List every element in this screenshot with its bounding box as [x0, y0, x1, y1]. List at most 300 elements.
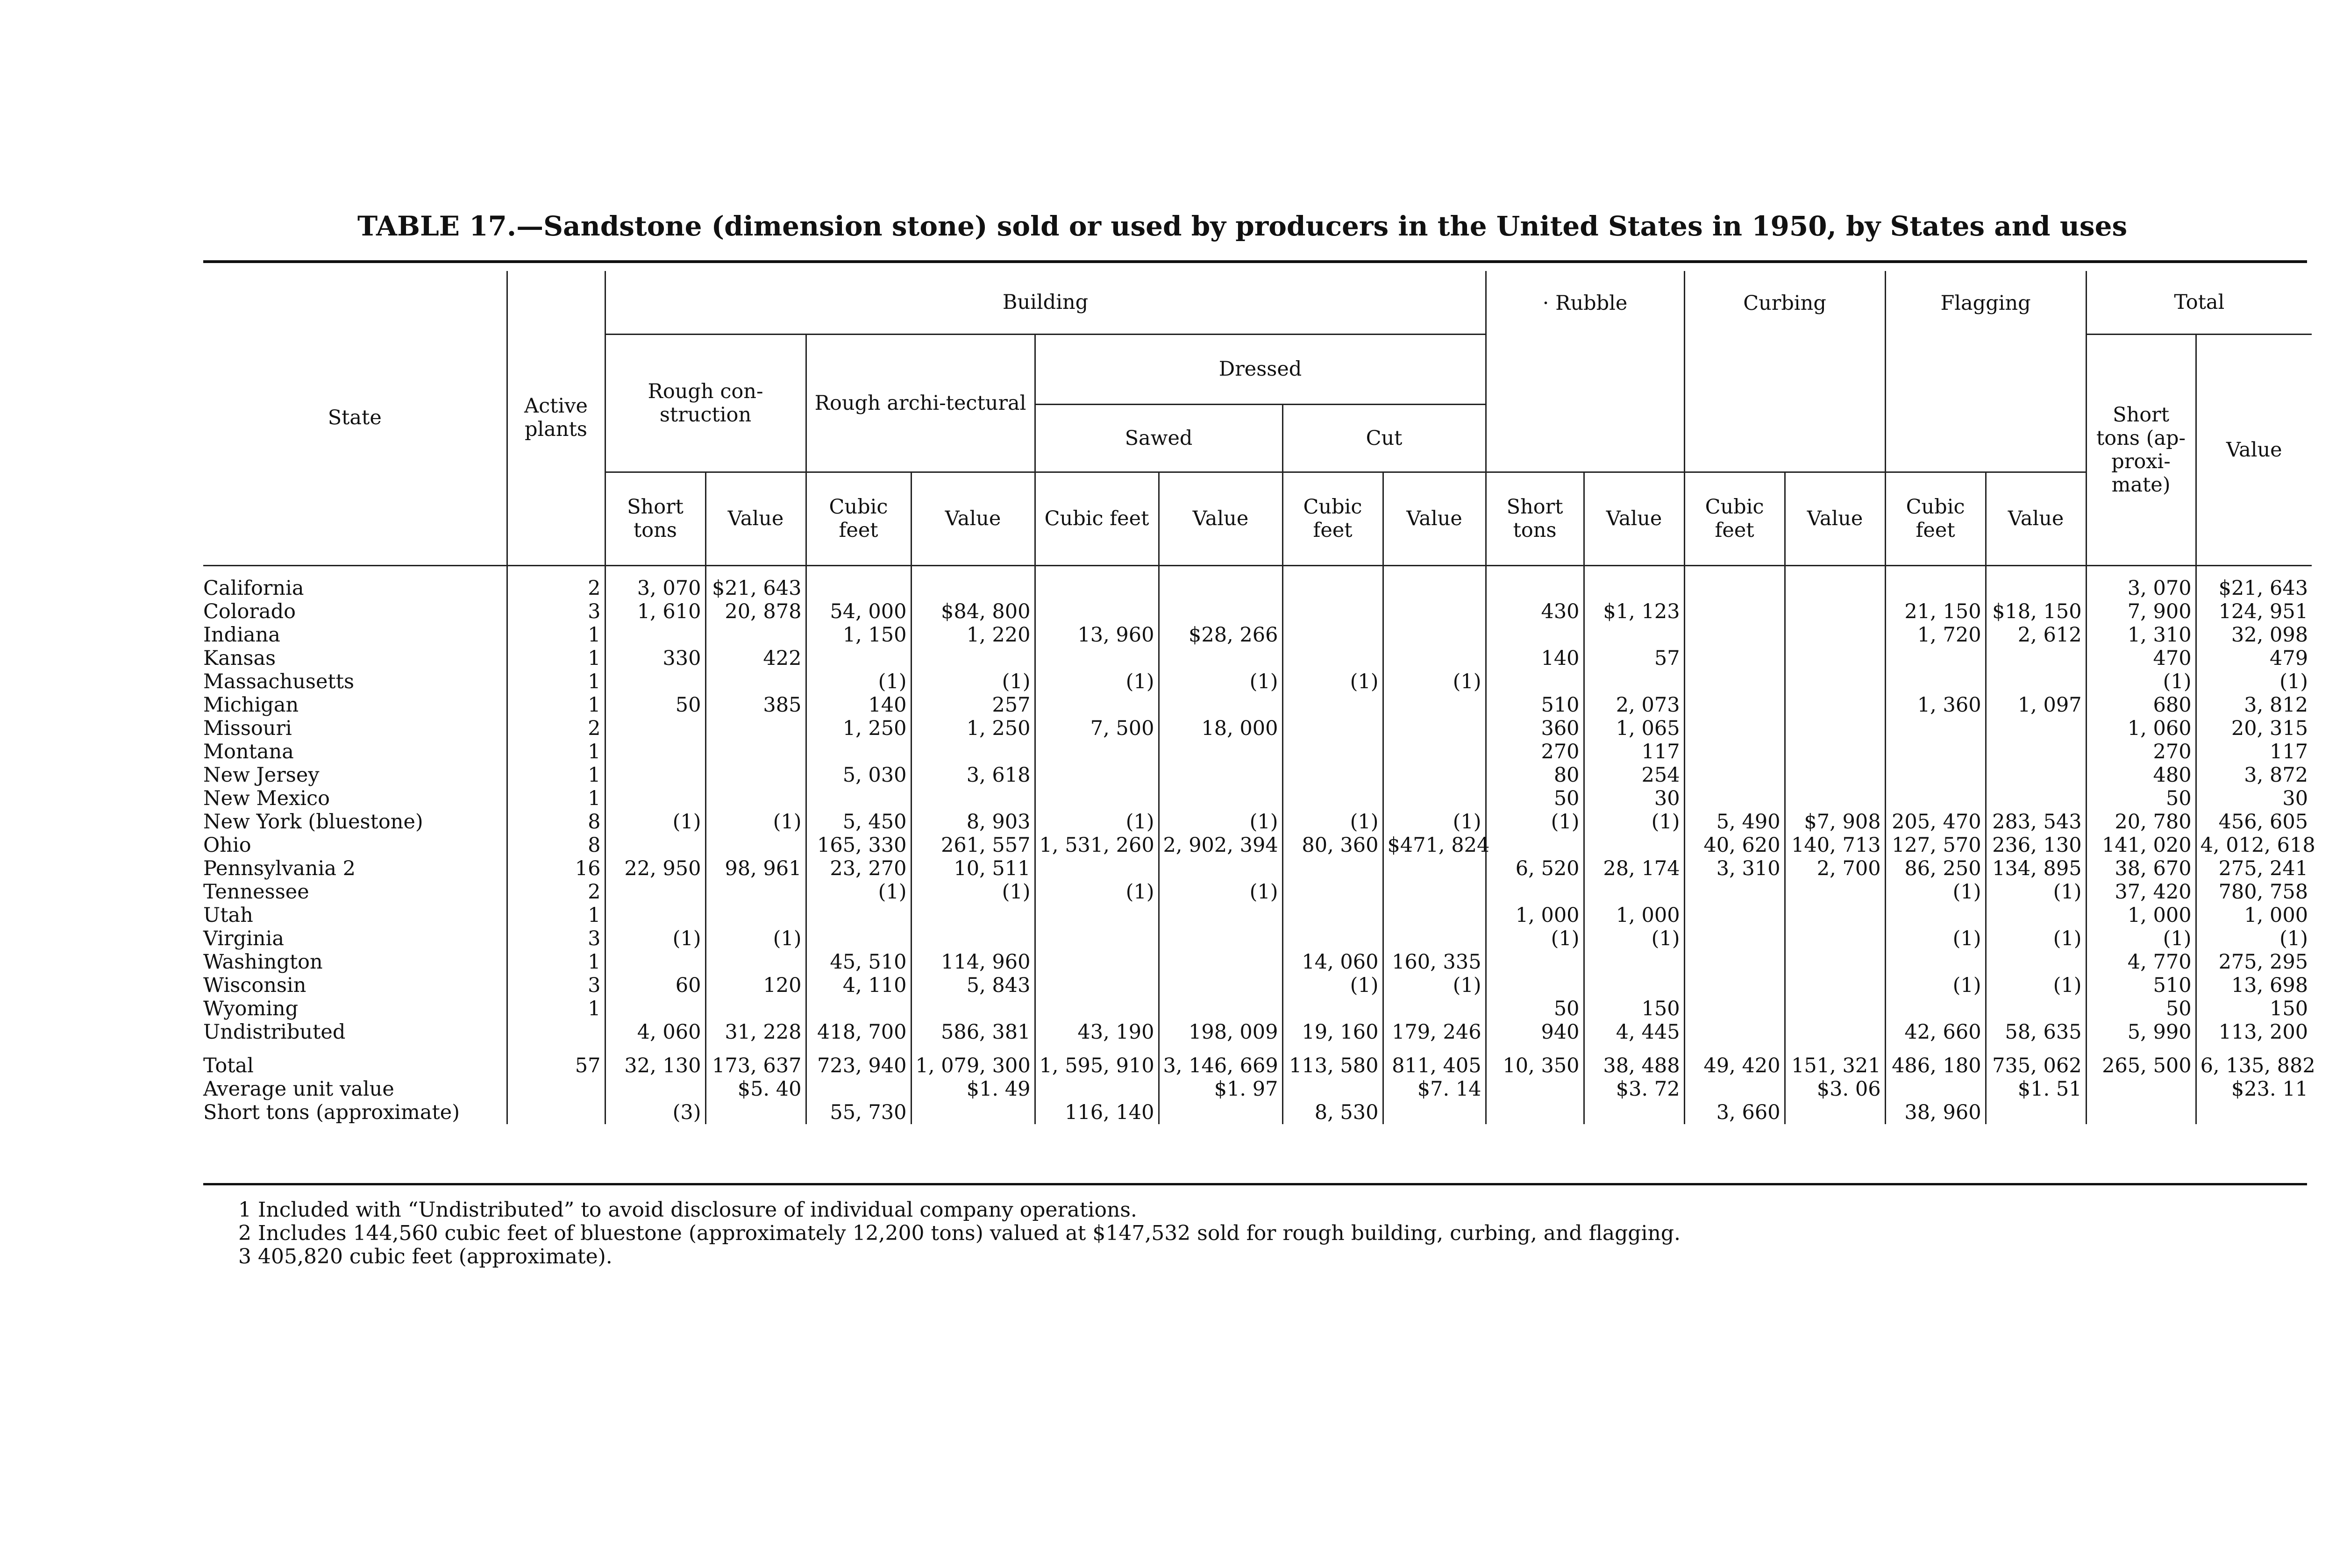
table-cell	[1684, 577, 1785, 600]
table-cell	[1383, 787, 1486, 810]
table-cell: 2	[507, 577, 605, 600]
table-cell: 10, 511	[911, 857, 1035, 880]
table-cell: (1)	[1584, 927, 1684, 950]
table-cell: 254	[1584, 763, 1684, 787]
table-cell	[1885, 670, 1986, 693]
table-cell	[1584, 1101, 1684, 1124]
table-cell	[1282, 647, 1383, 670]
table-cell	[605, 717, 705, 740]
table-cell	[507, 1020, 605, 1044]
table-cell	[1383, 647, 1486, 670]
table-cell: 165, 330	[806, 834, 911, 857]
table-cell	[1159, 927, 1282, 950]
row-label: Indiana	[203, 623, 280, 647]
table-cell	[1035, 1077, 1159, 1101]
table-cell	[1684, 717, 1785, 740]
row-label: Washington	[203, 950, 323, 974]
table-cell: 1, 531, 260	[1035, 834, 1159, 857]
table-cell	[1885, 717, 1986, 740]
table-cell: $21, 643	[705, 577, 806, 600]
table-cell	[605, 787, 705, 810]
table-cell	[1383, 1101, 1486, 1124]
table-cell	[806, 997, 911, 1020]
table-cell	[605, 1077, 705, 1101]
row-label: Colorado	[203, 599, 296, 623]
table-cell	[1035, 647, 1159, 670]
table-cell: $1. 49	[911, 1077, 1035, 1101]
table-cell	[705, 834, 806, 857]
table-cell	[911, 647, 1035, 670]
table-cell: (1)	[1584, 810, 1684, 834]
table-cell: 45, 510	[806, 950, 911, 974]
table-cell: 680	[2086, 693, 2196, 717]
table-cell	[705, 763, 806, 787]
table-cell: 5, 990	[2086, 1020, 2196, 1044]
footnote: 3 405,820 cubic feet (approximate).	[238, 1245, 612, 1269]
table-cell	[705, 1101, 806, 1124]
table-cell	[705, 997, 806, 1020]
table-cell	[1785, 577, 1885, 600]
table-cell: 1	[507, 904, 605, 927]
table-cell	[1383, 740, 1486, 763]
table-cell: 1, 000	[2196, 904, 2312, 927]
row-label: Missouri	[203, 716, 292, 740]
table-cell: 1, 060	[2086, 717, 2196, 740]
table-cell: (1)	[1282, 810, 1383, 834]
table-row	[203, 997, 2312, 1020]
table-cell: 141, 020	[2086, 834, 2196, 857]
table-cell: 2, 612	[1986, 623, 2086, 647]
table-cell	[1282, 927, 1383, 950]
table-cell: 140	[1486, 647, 1584, 670]
table-cell	[1885, 1077, 1986, 1101]
table-cell	[1159, 740, 1282, 763]
table-cell: 5, 030	[806, 763, 911, 787]
table-cell	[1159, 647, 1282, 670]
table-cell: 120	[705, 974, 806, 997]
table-cell: $21, 643	[2196, 577, 2312, 600]
table-cell	[1383, 880, 1486, 904]
bottom-rule	[203, 1183, 2307, 1185]
table-cell	[1282, 763, 1383, 787]
table-cell	[1486, 1101, 1584, 1124]
table-cell: 6, 520	[1486, 857, 1584, 880]
table-cell: 50	[605, 693, 705, 717]
table-cell: 2, 073	[1584, 693, 1684, 717]
header-cubic-feet: Cubic feet	[1684, 472, 1785, 565]
table-cell: 50	[1486, 787, 1584, 810]
table-cell	[1986, 670, 2086, 693]
row-label: Wyoming	[203, 997, 299, 1020]
table-row	[203, 787, 2312, 810]
table-cell: $7, 908	[1785, 810, 1885, 834]
header-flagging: Flagging	[1885, 271, 2086, 472]
table-cell: 470	[2086, 647, 2196, 670]
table-cell: 86, 250	[1885, 857, 1986, 880]
table-cell	[705, 787, 806, 810]
table-cell	[1684, 950, 1785, 974]
table-cell: 4, 770	[2086, 950, 2196, 974]
table-cell	[705, 717, 806, 740]
table-cell	[1159, 787, 1282, 810]
table-cell	[1035, 693, 1159, 717]
table-cell: 1, 250	[911, 717, 1035, 740]
table-cell: 1	[507, 647, 605, 670]
table-cell	[1035, 740, 1159, 763]
table-cell	[705, 950, 806, 974]
row-label: Undistributed	[203, 1020, 346, 1044]
header-rough-architectural: Rough archi-tectural	[806, 334, 1035, 472]
table-cell: 160, 335	[1383, 950, 1486, 974]
table-cell: (1)	[1486, 810, 1584, 834]
table-cell: 150	[2196, 997, 2312, 1020]
table-cell: (1)	[2086, 927, 2196, 950]
row-label: Ohio	[203, 833, 251, 857]
table-cell: 38, 960	[1885, 1101, 1986, 1124]
table-cell	[911, 787, 1035, 810]
table-cell	[1383, 717, 1486, 740]
row-label: Montana	[203, 740, 294, 763]
table-cell: 479	[2196, 647, 2312, 670]
table-cell	[1684, 880, 1785, 904]
table-cell: (1)	[1383, 974, 1486, 997]
table-cell	[1684, 740, 1785, 763]
table-cell	[1785, 1101, 1885, 1124]
table-cell: 50	[2086, 787, 2196, 810]
table-cell: 50	[2086, 997, 2196, 1020]
row-label: Massachusetts	[203, 670, 355, 693]
table-cell	[806, 787, 911, 810]
table-cell: 8	[507, 834, 605, 857]
table-cell	[1035, 904, 1159, 927]
table-cell	[1486, 1077, 1584, 1101]
row-label: Pennsylvania 2	[203, 856, 356, 880]
table-cell: $7. 14	[1383, 1077, 1486, 1101]
table-cell: 1, 360	[1885, 693, 1986, 717]
table-cell	[1584, 577, 1684, 600]
table-cell	[1282, 787, 1383, 810]
table-cell: 486, 180	[1885, 1054, 1986, 1077]
table-row	[203, 623, 2312, 647]
table-cell: 780, 758	[2196, 880, 2312, 904]
table-cell	[1885, 647, 1986, 670]
table-cell: $1. 97	[1159, 1077, 1282, 1101]
table-cell: 422	[705, 647, 806, 670]
header-value: Value	[1383, 472, 1486, 565]
table-cell	[1684, 623, 1785, 647]
table-cell	[1986, 950, 2086, 974]
table-cell: $18, 150	[1986, 600, 2086, 623]
table-cell	[1282, 880, 1383, 904]
footnotes	[238, 1198, 1681, 1269]
header-cubic-feet: Cubic feet	[1282, 472, 1383, 565]
table-cell	[605, 950, 705, 974]
table-cell: 1	[507, 997, 605, 1020]
table-cell: 55, 730	[806, 1101, 911, 1124]
row-label: Utah	[203, 903, 253, 927]
table-cell: 8, 903	[911, 810, 1035, 834]
table-cell	[1885, 787, 1986, 810]
table-cell	[1035, 600, 1159, 623]
table-cell: 1, 310	[2086, 623, 2196, 647]
table-cell	[806, 904, 911, 927]
table-cell	[911, 740, 1035, 763]
table-cell	[1684, 600, 1785, 623]
table-cell	[1785, 787, 1885, 810]
table-cell	[1885, 997, 1986, 1020]
table-cell: 49, 420	[1684, 1054, 1785, 1077]
table-cell	[605, 623, 705, 647]
table-cell: (1)	[1035, 880, 1159, 904]
table-cell	[2086, 1077, 2196, 1101]
table-cell: 1, 000	[1486, 904, 1584, 927]
table-cell: 173, 637	[705, 1054, 806, 1077]
table-cell	[605, 904, 705, 927]
table-cell: 198, 009	[1159, 1020, 1282, 1044]
table-cell: (3)	[605, 1101, 705, 1124]
header-value: Value	[1584, 472, 1684, 565]
table-cell: (1)	[806, 670, 911, 693]
table-cell: 57	[507, 1054, 605, 1077]
table-cell	[1785, 997, 1885, 1020]
table-cell	[605, 997, 705, 1020]
table-cell: 8	[507, 810, 605, 834]
table-cell: 2, 902, 394	[1159, 834, 1282, 857]
table-cell	[1159, 577, 1282, 600]
table-cell	[1159, 950, 1282, 974]
table-cell: (1)	[605, 927, 705, 950]
table-row	[203, 577, 2312, 600]
table-cell: 37, 420	[2086, 880, 2196, 904]
table-cell	[1785, 880, 1885, 904]
table-cell	[1486, 880, 1584, 904]
table-cell	[1486, 623, 1584, 647]
table-cell	[1584, 834, 1684, 857]
table-cell: 1	[507, 950, 605, 974]
table-cell	[2086, 1101, 2196, 1124]
table-cell	[1684, 1077, 1785, 1101]
table-cell: 80	[1486, 763, 1584, 787]
table-cell	[806, 740, 911, 763]
table-cell: (1)	[911, 670, 1035, 693]
table-row	[203, 740, 2312, 763]
row-label: Total	[203, 1054, 254, 1077]
table-cell: 1	[507, 623, 605, 647]
table-cell: 275, 241	[2196, 857, 2312, 880]
table-cell	[1383, 693, 1486, 717]
table-cell: 98, 961	[705, 857, 806, 880]
table-cell: $3. 72	[1584, 1077, 1684, 1101]
table-cell	[1885, 950, 1986, 974]
header-state: State	[203, 271, 507, 565]
table-cell: 723, 940	[806, 1054, 911, 1077]
table-cell: (1)	[705, 810, 806, 834]
table-cell	[1282, 740, 1383, 763]
table-cell	[1885, 740, 1986, 763]
table-row	[203, 1020, 2312, 1044]
table-cell: 38, 670	[2086, 857, 2196, 880]
table-cell	[1486, 950, 1584, 974]
table-cell: (1)	[1885, 927, 1986, 950]
table-cell: 80, 360	[1282, 834, 1383, 857]
table-cell: 418, 700	[806, 1020, 911, 1044]
table-cell	[1684, 763, 1785, 787]
table-cell	[1383, 904, 1486, 927]
table-row	[203, 927, 2312, 950]
table-cell: 811, 405	[1383, 1054, 1486, 1077]
header-total-short-tons: Short tons (ap-proxi-mate)	[2086, 334, 2196, 565]
table-cell	[1885, 577, 1986, 600]
table-row	[203, 1054, 2312, 1077]
table-cell: 510	[1486, 693, 1584, 717]
table-cell	[1684, 904, 1785, 927]
table-cell	[1584, 623, 1684, 647]
table-cell	[1785, 950, 1885, 974]
table-cell: 236, 130	[1986, 834, 2086, 857]
table-cell	[1282, 857, 1383, 880]
table-cell: 1, 250	[806, 717, 911, 740]
table-cell	[705, 623, 806, 647]
table-cell: 3, 660	[1684, 1101, 1785, 1124]
row-label: California	[203, 576, 304, 600]
table-cell: 275, 295	[2196, 950, 2312, 974]
table-cell: 140, 713	[1785, 834, 1885, 857]
table-cell: 20, 780	[2086, 810, 2196, 834]
header-value: Value	[1785, 472, 1885, 565]
table-cell	[1383, 857, 1486, 880]
table-cell	[1785, 693, 1885, 717]
header-value: Value	[1159, 472, 1282, 565]
table-cell: 116, 140	[1035, 1101, 1159, 1124]
table-cell: 151, 321	[1785, 1054, 1885, 1077]
table-cell: 430	[1486, 600, 1584, 623]
table-row	[203, 950, 2312, 974]
table-cell: (1)	[1035, 670, 1159, 693]
table-row	[203, 880, 2312, 904]
table-cell: 385	[705, 693, 806, 717]
table-cell: 6, 135, 882	[2196, 1054, 2312, 1077]
table-cell: (1)	[1159, 810, 1282, 834]
table-cell	[1785, 763, 1885, 787]
table-cell: 8, 530	[1282, 1101, 1383, 1124]
row-label: Kansas	[203, 646, 276, 670]
table-cell: 1, 000	[1584, 904, 1684, 927]
sandstone-table	[203, 271, 2315, 1124]
table-cell: 7, 900	[2086, 600, 2196, 623]
table-cell	[1159, 974, 1282, 997]
header-building: Building	[605, 271, 1486, 334]
table-cell	[605, 740, 705, 763]
header-cubic-feet: Cubic feet	[806, 472, 911, 565]
table-cell	[1684, 1020, 1785, 1044]
table-cell: 127, 570	[1885, 834, 1986, 857]
table-cell: 40, 620	[1684, 834, 1785, 857]
table-cell	[1282, 600, 1383, 623]
table-cell	[1035, 857, 1159, 880]
table-cell	[1159, 997, 1282, 1020]
header-total-value: Value	[2196, 334, 2312, 565]
table-cell	[1986, 740, 2086, 763]
table-cell: 1, 000	[2086, 904, 2196, 927]
table-cell	[1383, 577, 1486, 600]
table-cell: 3, 070	[2086, 577, 2196, 600]
table-cell: 22, 950	[605, 857, 705, 880]
header-sawed: Sawed	[1035, 404, 1282, 472]
table-cell	[1584, 974, 1684, 997]
table-cell	[1035, 787, 1159, 810]
table-row	[203, 974, 2312, 997]
table-cell	[1785, 647, 1885, 670]
table-cell	[1785, 1020, 1885, 1044]
table-cell: 140	[806, 693, 911, 717]
table-cell	[911, 1101, 1035, 1124]
table-cell: 3, 070	[605, 577, 705, 600]
table-cell: 134, 895	[1986, 857, 2086, 880]
table-cell: 1	[507, 670, 605, 693]
table-cell: 480	[2086, 763, 2196, 787]
table-cell: 4, 110	[806, 974, 911, 997]
table-cell: $84, 800	[911, 600, 1035, 623]
table-cell	[1785, 717, 1885, 740]
row-label: New York (bluestone)	[203, 810, 423, 834]
table-cell	[1584, 880, 1684, 904]
table-cell	[1383, 600, 1486, 623]
table-cell: 20, 315	[2196, 717, 2312, 740]
table-cell: 2, 700	[1785, 857, 1885, 880]
header-short-tons: Short tons	[1486, 472, 1584, 565]
table-row	[203, 810, 2312, 834]
table-cell	[1035, 974, 1159, 997]
row-label: Tennessee	[203, 880, 309, 904]
table-cell	[806, 647, 911, 670]
table-cell: 58, 635	[1986, 1020, 2086, 1044]
header-cut: Cut	[1282, 404, 1486, 472]
table-cell: 1, 150	[806, 623, 911, 647]
table-cell	[1986, 904, 2086, 927]
table-cell	[1785, 600, 1885, 623]
table-cell: 23, 270	[806, 857, 911, 880]
table-cell: 114, 960	[911, 950, 1035, 974]
table-cell	[911, 997, 1035, 1020]
table-cell: 42, 660	[1885, 1020, 1986, 1044]
table-cell: 19, 160	[1282, 1020, 1383, 1044]
table-cell: 4, 060	[605, 1020, 705, 1044]
header-active-plants: Active plants	[507, 271, 605, 565]
table-cell: (1)	[1383, 670, 1486, 693]
header-value: Value	[911, 472, 1035, 565]
table-cell: 28, 174	[1584, 857, 1684, 880]
table-cell	[1785, 904, 1885, 927]
table-cell	[1282, 1077, 1383, 1101]
table-cell: 1	[507, 763, 605, 787]
table-cell: $1, 123	[1584, 600, 1684, 623]
table-cell	[1684, 647, 1785, 670]
table-cell: 1	[507, 787, 605, 810]
table-cell: 10, 350	[1486, 1054, 1584, 1077]
table-cell: 117	[1584, 740, 1684, 763]
table-cell: 60	[605, 974, 705, 997]
table-cell: $5. 40	[705, 1077, 806, 1101]
table-cell	[1282, 577, 1383, 600]
header-cubic-feet: Cubic feet	[1035, 472, 1159, 565]
table-cell: 50	[1486, 997, 1584, 1020]
table-cell: 4, 445	[1584, 1020, 1684, 1044]
row-label: New Mexico	[203, 786, 330, 810]
table-cell	[1159, 857, 1282, 880]
table-cell: 3, 812	[2196, 693, 2312, 717]
table-cell: 456, 605	[2196, 810, 2312, 834]
table-cell: 2	[507, 880, 605, 904]
